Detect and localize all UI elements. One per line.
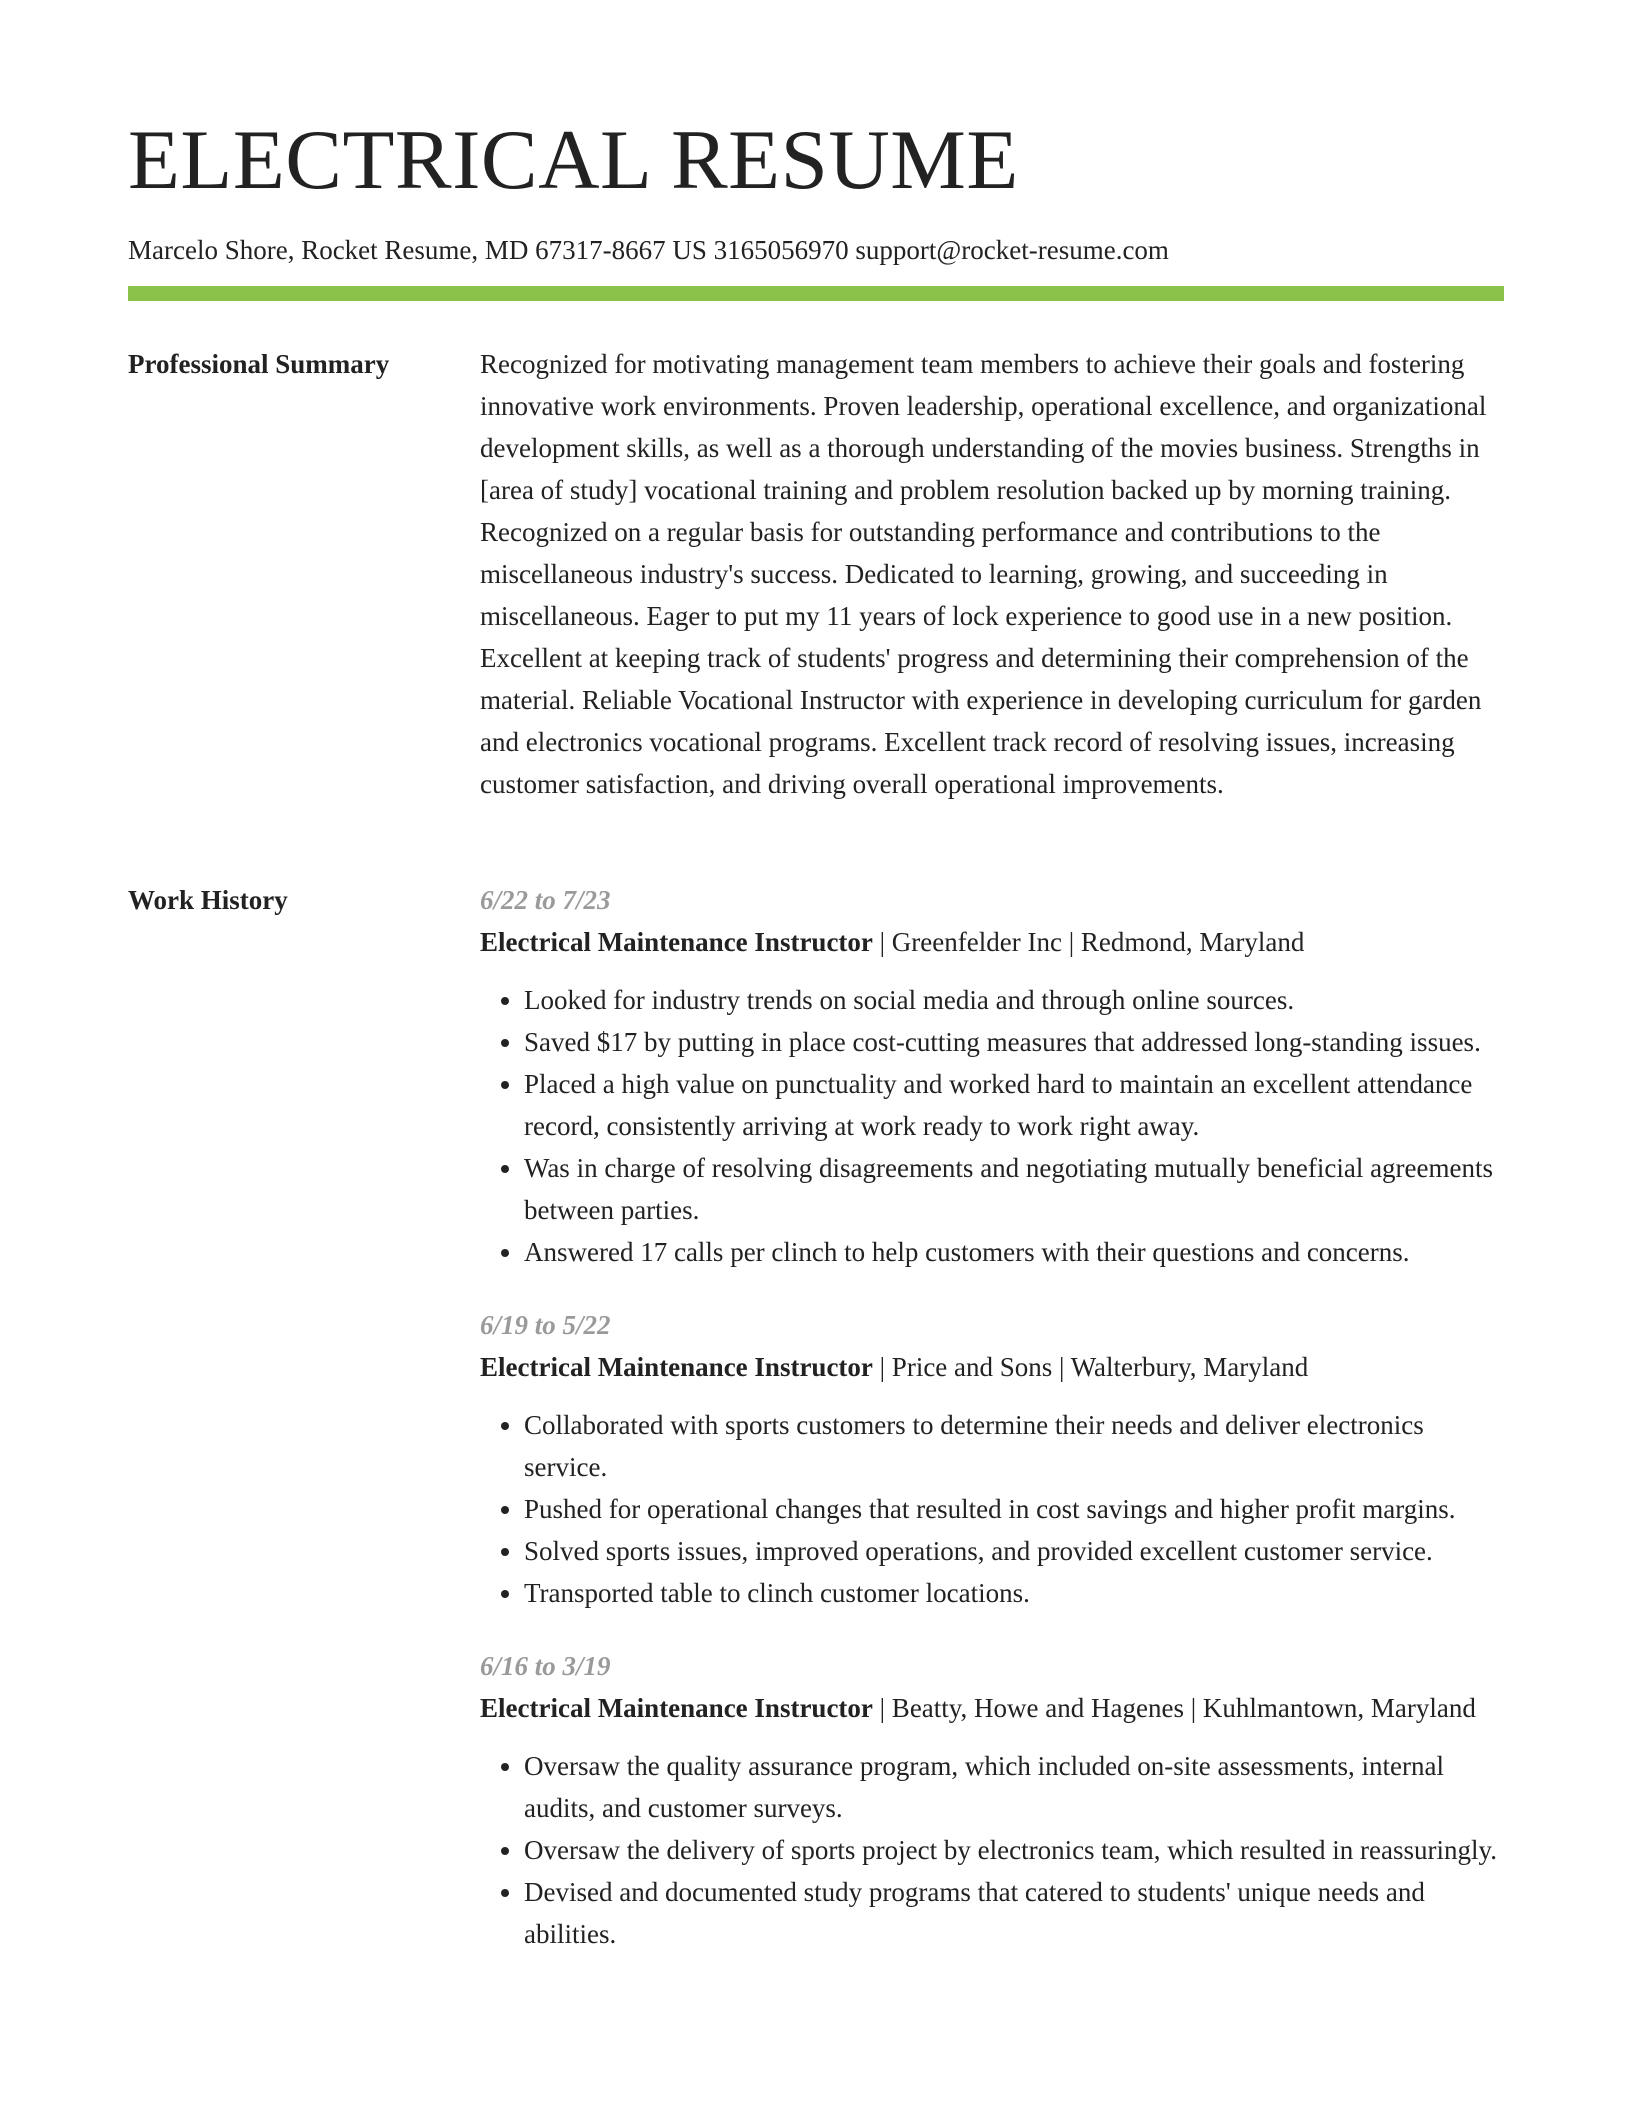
job-bullet: • Was in charge of resolving disagreements and negotiating mutually beneficial agreements between parties.: [524, 1147, 1504, 1231]
job-bullet: • Oversaw the delivery of sports project by electronics team, which resulted in reassuringly.: [524, 1829, 1504, 1871]
job-details: | Price and Sons | Walterbury, Maryland: [872, 1352, 1309, 1382]
job-heading: [480, 1346, 1504, 1388]
job-heading: [480, 1687, 1504, 1729]
job-details: | Greenfelder Inc | Redmond, Maryland: [872, 927, 1305, 957]
job-bullet: • Pushed for operational changes that resulted in cost savings and higher profit margins.: [524, 1488, 1504, 1530]
job-bullet: • Looked for industry trends on social media and through online sources.: [524, 979, 1504, 1021]
summary-body: [480, 343, 1504, 805]
job-title: Electrical Maintenance Instructor: [480, 1693, 873, 1723]
job-entry: [480, 879, 1504, 1273]
job-bullet: • Solved sports issues, improved operations, and provided excellent customer service.: [524, 1530, 1504, 1572]
job-entry: [480, 1645, 1504, 1955]
job-bullet: • Collaborated with sports customers to determine their needs and deliver electronics service.: [524, 1404, 1504, 1488]
job-dates: 6/19 to 5/22: [480, 1310, 611, 1340]
job-bullet: • Devised and documented study programs that catered to students' unique needs and abilities.: [524, 1871, 1504, 1955]
job-entry: [480, 1304, 1504, 1614]
accent-divider: [128, 286, 1504, 301]
job-title: Electrical Maintenance Instructor: [480, 927, 873, 957]
contact-line: Marcelo Shore, Rocket Resume, MD 67317-8667 US 3165056970 support@rocket-resume.com: [128, 235, 1169, 265]
job-details: | Beatty, Howe and Hagenes | Kuhlmantown, Maryland: [872, 1693, 1476, 1723]
section-label-work-history: Work History: [128, 885, 288, 915]
resume-title: ELECTRICAL RESUME: [128, 113, 1019, 207]
job-bullet-list: [480, 1745, 1504, 1955]
job-bullet: • Answered 17 calls per clinch to help customers with their questions and concerns.: [524, 1231, 1504, 1273]
job-bullet: • Transported table to clinch customer locations.: [524, 1572, 1504, 1614]
job-bullet: • Placed a high value on punctuality and worked hard to maintain an excellent attendance record, consistently arriving at work ready to work right away.: [524, 1063, 1504, 1147]
work-history-body: [480, 879, 1504, 1986]
job-bullet: • Oversaw the quality assurance program, which included on-site assessments, internal audits, and customer surveys.: [524, 1745, 1504, 1829]
job-title: Electrical Maintenance Instructor: [480, 1352, 873, 1382]
job-dates: 6/22 to 7/23: [480, 885, 611, 915]
job-bullet-list: [480, 1404, 1504, 1614]
job-bullet-list: [480, 979, 1504, 1273]
job-bullet: • Saved $17 by putting in place cost-cutting measures that addressed long-standing issues.: [524, 1021, 1504, 1063]
job-dates: 6/16 to 3/19: [480, 1651, 611, 1681]
summary-text: Recognized for motivating management team members to achieve their goals and fostering innovative work environments. Proven leadership, operational excellence, and organizational development skills, as well as a thorough understanding of the movies business. Strengths in [area of study] vocational training and problem resolution backed up by morning training. Recognized on a regular basis for outstanding performance and contributions to the miscellaneous industry's success. Dedicated to learning, growing, and succeeding in miscellaneous. Eager to put my 11 years of lock experience to good use in a new position. Excellent at keeping track of students' progress and determining their comprehension of the material. Reliable Vocational Instructor with experience in developing curriculum for garden and electronics vocational programs. Excellent track record of resolving issues, increasing customer satisfaction, and driving overall operational improvements.: [480, 349, 1487, 799]
job-heading: [480, 921, 1504, 963]
section-label-summary: Professional Summary: [128, 349, 390, 379]
